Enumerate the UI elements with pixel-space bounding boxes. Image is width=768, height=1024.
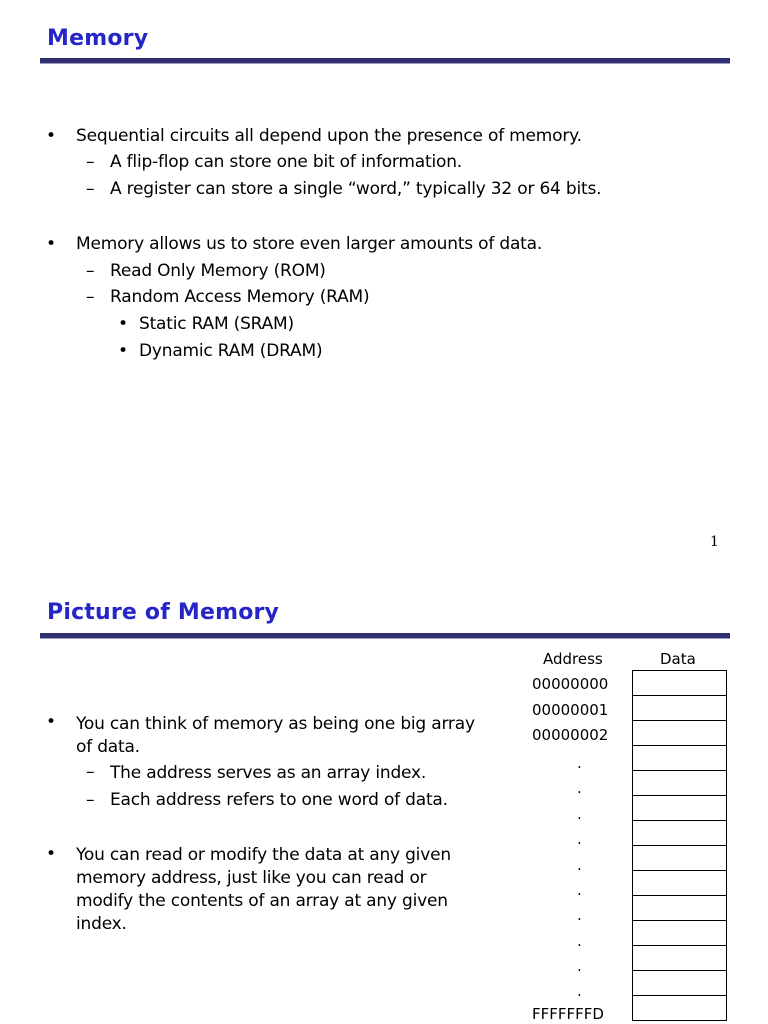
bullet-text-continued: index.	[76, 914, 127, 934]
bullet-text-continued: memory address, just like you can read or	[76, 868, 427, 888]
bullet-text-continued: modify the contents of an array at any given	[76, 891, 448, 911]
bullet-text-continued: of data.	[76, 737, 140, 757]
bullet-dot: •	[46, 126, 57, 146]
ellipsis-dot: .	[577, 830, 582, 848]
sub-bullet-text: Read Only Memory (ROM)	[110, 261, 326, 281]
address-label: 00000002	[532, 726, 609, 744]
sub-sub-bullet-text: Dynamic RAM (DRAM)	[139, 341, 323, 361]
bullet-text: You can read or modify the data at any given	[76, 845, 451, 865]
ellipsis-dot: .	[577, 856, 582, 874]
sub-sub-bullet-dot: •	[118, 314, 129, 334]
bullet-dot: •	[46, 712, 57, 732]
bullet-dot: •	[46, 844, 57, 864]
ellipsis-dot: .	[577, 982, 582, 1000]
sub-bullet-text: Each address refers to one word of data.	[110, 790, 448, 810]
data-column-header: Data	[660, 650, 696, 668]
sub-bullet-text: A flip-flop can store one bit of information.	[110, 152, 462, 172]
data-cell	[632, 721, 727, 746]
data-cell	[632, 821, 727, 846]
slide-title: Memory	[47, 26, 149, 51]
dash-marker: –	[86, 261, 95, 281]
data-cell	[632, 971, 727, 996]
sub-sub-bullet-dot: •	[118, 341, 129, 361]
dash-marker: –	[86, 152, 95, 172]
data-cells	[632, 670, 727, 1021]
page-number: 1	[710, 534, 719, 550]
dash-marker: –	[86, 179, 95, 199]
title-underline	[40, 633, 730, 639]
data-cell	[632, 746, 727, 771]
ellipsis-dot: .	[577, 957, 582, 975]
slide-title: Picture of Memory	[47, 600, 280, 625]
ellipsis-dot: .	[577, 779, 582, 797]
sub-sub-bullet-text: Static RAM (SRAM)	[139, 314, 294, 334]
data-cell	[632, 996, 727, 1021]
ellipsis-dot: .	[577, 881, 582, 899]
address-label: 00000001	[532, 701, 609, 719]
ellipsis-dot: .	[577, 906, 582, 924]
ellipsis-dot: .	[577, 754, 582, 772]
data-cell	[632, 771, 727, 796]
data-cell	[632, 696, 727, 721]
data-cell	[632, 946, 727, 971]
bullet-text: Sequential circuits all depend upon the presence of memory.	[76, 126, 582, 146]
dash-marker: –	[86, 287, 95, 307]
data-cell	[632, 896, 727, 921]
sub-bullet-text: A register can store a single “word,” typically 32 or 64 bits.	[110, 179, 602, 199]
ellipsis-dot: .	[577, 932, 582, 950]
slide-picture-of-memory	[0, 570, 768, 1024]
dash-marker: –	[86, 790, 95, 810]
bullet-dot: •	[46, 234, 57, 254]
bullet-text: Memory allows us to store even larger amounts of data.	[76, 234, 543, 254]
title-underline	[40, 58, 730, 64]
data-cell	[632, 670, 727, 696]
dash-marker: –	[86, 762, 95, 782]
bullet-text: You can think of memory as being one big array	[76, 714, 475, 734]
data-cell	[632, 796, 727, 821]
sub-bullet-text: Random Access Memory (RAM)	[110, 287, 370, 307]
data-cell	[632, 871, 727, 896]
address-label: 00000000	[532, 675, 609, 693]
data-cell	[632, 921, 727, 946]
sub-bullet-text: The address serves as an array index.	[110, 763, 427, 783]
address-label-last: FFFFFFFD	[532, 1005, 604, 1023]
ellipsis-dot: .	[577, 805, 582, 823]
data-cell	[632, 846, 727, 871]
address-column-header: Address	[543, 650, 603, 668]
